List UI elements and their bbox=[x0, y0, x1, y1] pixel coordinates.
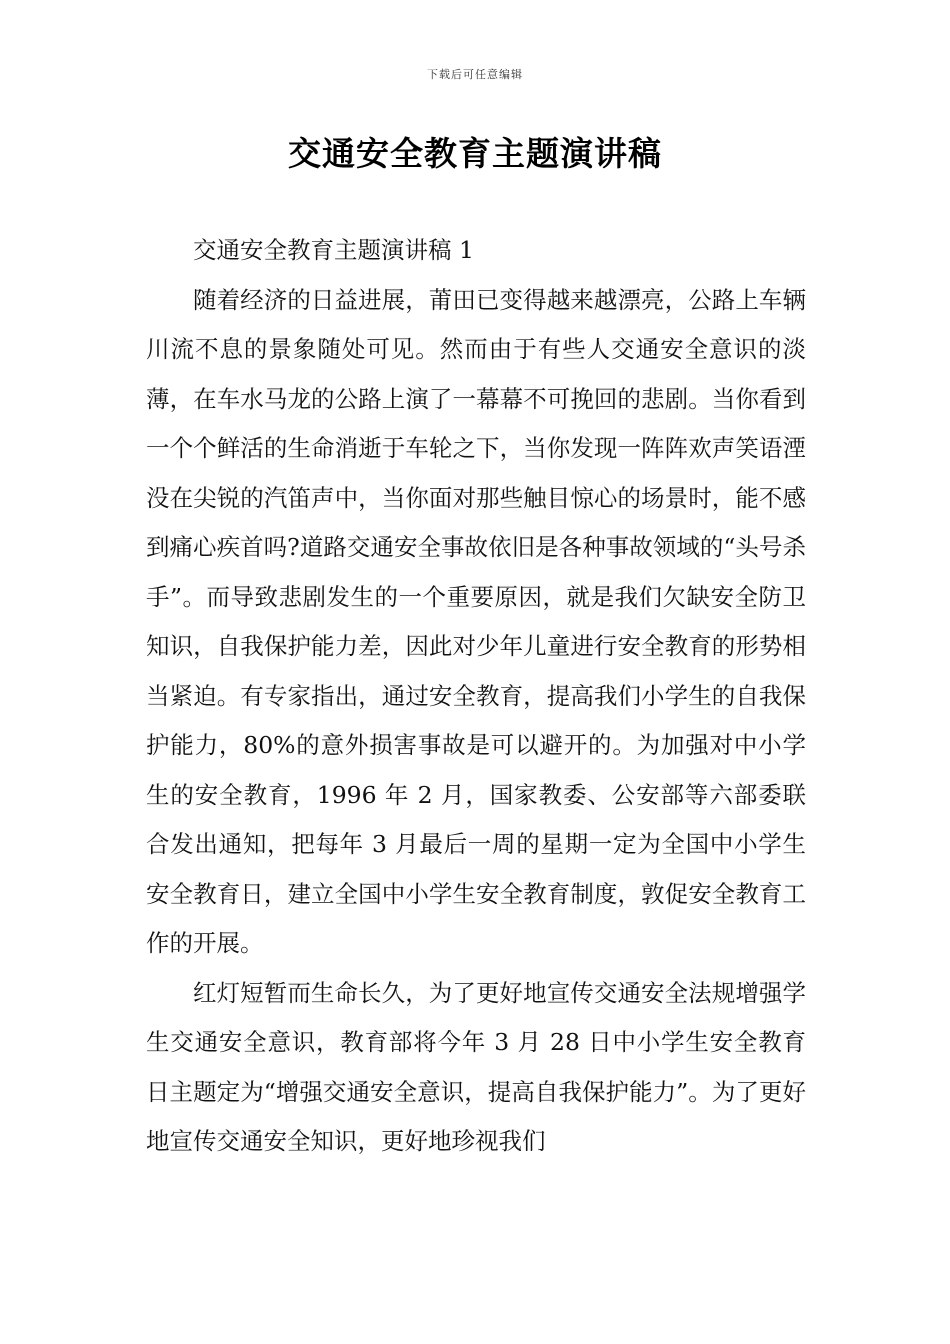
header-note: 下载后可任意编辑 bbox=[427, 68, 523, 81]
paragraph-2: 红灯短暂而生命长久，为了更好地宣传交通安全法规增强学生交通安全意识，教育部将今年 3 月 28 日中小学生安全教育日主题定为“增强交通安全意识，提高自我保护能力”。为了更好地宣传交通安全知识，更好地珍视我们 bbox=[146, 978, 806, 1155]
document-body bbox=[146, 226, 806, 1167]
section-subheading: 交通安全教育主题演讲稿 1 bbox=[193, 236, 474, 264]
paragraph-1: 随着经济的日益进展，莆田已变得越来越漂亮，公路上车辆川流不息的景象随处可见。然而由于有些人交通安全意识的淡薄，在车水马龙的公路上演了一幕幕不可挽回的悲剧。当你看到一个个鲜活的生命消逝于车轮之下，当你发现一阵阵欢声笑语湮没在尖锐的汽笛声中，当你面对那些触目惊心的场景时，能不感到痛心疾首吗?道路交通安全事故依旧是各种事故领域的“头号杀手”。而导致悲剧发生的一个重要原因，就是我们欠缺安全防卫知识，自我保护能力差，因此对少年儿童进行安全教育的形势相当紧迫。有专家指出，通过安全教育，提高我们小学生的自我保护能力，80%的意外损害事故是可以避开的。为加强对中小学生的安全教育，1996 年 2 月，国家教委、公安部等六部委联合发出通知，把每年 3 月最后一周的星期一定为全国中小学生安全教育日，建立全国中小学生安全教育制度，敦促安全教育工作的开展。 bbox=[146, 285, 806, 957]
document-title: 交通安全教育主题演讲稿 bbox=[288, 134, 662, 173]
